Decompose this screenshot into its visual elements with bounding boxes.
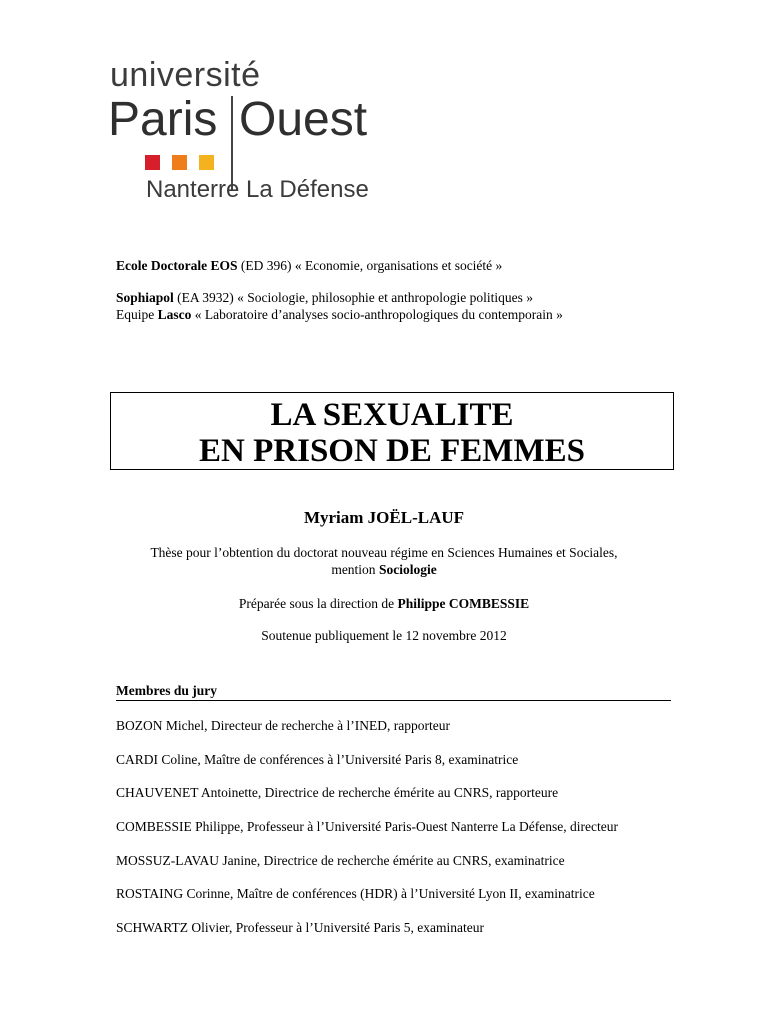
jury-member: COMBESSIE Philippe, Professeur à l’Université Paris-Ouest Nanterre La Défense, directeur — [116, 819, 618, 835]
logo-square-orange — [172, 155, 187, 170]
mention-label: mention — [331, 562, 379, 577]
logo-ouest: Ouest — [239, 93, 368, 146]
equipe-detail: « Laboratoire d’analyses socio-anthropologiques du contemporain » — [191, 307, 563, 322]
director-name: Philippe COMBESSIE — [397, 596, 530, 611]
labo-detail: (EA 3932) « Sociologie, philosophie et anthropologie politiques » — [173, 290, 534, 305]
laboratoire — [116, 290, 533, 306]
logo-square-red — [145, 155, 160, 170]
thesis-title-box — [110, 392, 674, 470]
university-logo — [108, 58, 408, 208]
jury-list — [116, 718, 618, 954]
jury-member: CHAUVENET Antoinette, Directrice de recherche émérite au CNRS, rapporteure — [116, 785, 559, 801]
ecole-doctorale — [116, 258, 502, 274]
author-name: Myriam JOËL-LAUF — [303, 508, 465, 527]
defense-date: Soutenue publiquement le 12 novembre 2012 — [261, 628, 507, 643]
thesis-line-1: Thèse pour l’obtention du doctorat nouveau régime en Sciences Humaines et Sociales, — [150, 545, 618, 560]
ecole-detail: (ED 396) « Economie, organisations et société » — [237, 258, 503, 273]
jury-member: ROSTAING Corinne, Maître de conférences (HDR) à l’Université Lyon II, examinatrice — [116, 886, 595, 902]
thesis-line-2 — [0, 562, 768, 578]
jury-member: MOSSUZ-LAVAU Janine, Directrice de recherche émérite au CNRS, examinatrice — [116, 852, 565, 868]
thesis-direction — [0, 596, 768, 612]
jury-member: SCHWARTZ Olivier, Professeur à l’Université Paris 5, examinateur — [116, 920, 484, 936]
logo-paris: Paris — [108, 93, 218, 146]
jury-divider — [116, 700, 671, 701]
direction-label: Préparée sous la direction de — [238, 596, 398, 611]
jury-title: Membres du jury — [116, 683, 217, 698]
logo-nanterre: Nanterre La Défense — [146, 176, 369, 203]
jury-member: CARDI Coline, Maître de conférences à l’Université Paris 8, examinatrice — [116, 751, 519, 767]
jury-member: BOZON Michel, Directeur de recherche à l’INED, rapporteur — [116, 718, 450, 733]
equipe-label: Equipe — [116, 307, 158, 322]
labo-name: Sophiapol — [116, 290, 174, 305]
ecole-name: Ecole Doctorale EOS — [116, 258, 238, 273]
equipe-name: Lasco — [157, 307, 192, 322]
equipe — [116, 307, 563, 323]
logo-square-yellow — [199, 155, 214, 170]
mention-discipline: Sociologie — [378, 562, 437, 577]
logo-universite: université — [110, 56, 261, 94]
title-line-2: EN PRISON DE FEMMES — [199, 433, 585, 469]
title-line-1: LA SEXUALITE — [270, 397, 514, 433]
